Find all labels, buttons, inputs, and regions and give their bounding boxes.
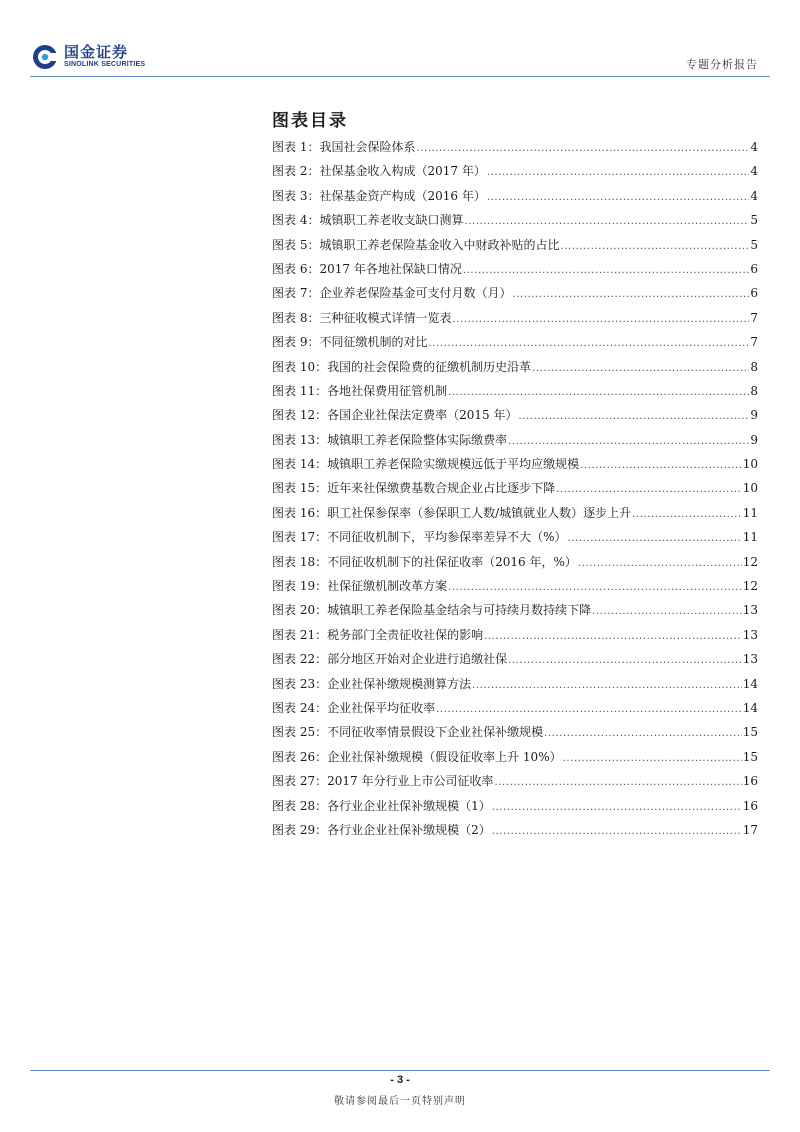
header-divider — [30, 76, 770, 77]
toc-entry-title: 企业社保补缴规模（假设征收率上升 10%） — [327, 749, 562, 764]
toc-entry-page: 12 — [742, 554, 758, 569]
toc-entry-page: 9 — [750, 432, 758, 447]
toc-leader-dots — [464, 210, 749, 234]
toc-entry-colon: ： — [315, 798, 328, 813]
toc-entry-label: 图表 9 — [272, 335, 308, 350]
toc-entry-title: 社保征缴机制改革方案 — [327, 579, 448, 594]
toc-entry[interactable] — [272, 769, 758, 793]
toc-entry[interactable] — [272, 696, 758, 720]
toc-entry-colon: ： — [315, 676, 328, 691]
toc-entry-label: 图表 6 — [272, 261, 308, 276]
toc-entry-colon: ： — [307, 237, 320, 252]
toc-leader-dots — [578, 552, 742, 576]
toc-leader-dots — [492, 820, 742, 844]
toc-entry-title: 企业社保平均征收率 — [327, 700, 436, 715]
toc-entry[interactable] — [272, 476, 758, 500]
page-header — [0, 0, 800, 80]
page-number: - 3 - — [390, 1074, 410, 1086]
toc-entry-title: 2017 年各地社保缺口情况 — [319, 261, 462, 276]
toc-entry-title: 城镇职工养老保险整体实际缴费率 — [327, 432, 508, 447]
toc-entry-colon: ： — [315, 700, 328, 715]
toc-entry-label: 图表 28 — [272, 798, 316, 813]
toc-entry-label: 图表 20 — [272, 603, 316, 618]
toc-entry-page: 13 — [742, 603, 758, 618]
toc-entry-page: 9 — [750, 408, 758, 423]
toc-leader-dots — [568, 527, 742, 551]
toc-leader-dots — [472, 674, 742, 698]
toc-entry-title: 不同征收机制下，平均参保率差异不大（%） — [327, 530, 567, 545]
toc-entry[interactable] — [272, 355, 758, 379]
toc-entry-page: 7 — [750, 310, 758, 325]
toc-entry-page: 11 — [742, 530, 758, 545]
toc-entry-title: 不同征缴机制的对比 — [319, 335, 428, 350]
toc-entry-label: 图表 21 — [272, 627, 316, 642]
toc-leader-dots — [518, 405, 749, 429]
toc-entry-page: 16 — [742, 774, 758, 789]
toc-entry-label: 图表 10 — [272, 359, 316, 374]
toc-entry-colon: ： — [307, 286, 320, 301]
toc-entry-colon: ： — [315, 774, 328, 789]
toc-leader-dots — [463, 259, 749, 283]
toc-entry-colon: ： — [307, 335, 320, 350]
toc-entry-colon: ： — [315, 530, 328, 545]
toc-list — [272, 135, 758, 842]
toc-entry-colon: ： — [315, 652, 328, 667]
toc-entry-title: 城镇职工养老保险基金结余与可持续月数持续下降 — [327, 603, 592, 618]
toc-entry-label: 图表 29 — [272, 822, 316, 837]
toc-entry-colon: ： — [315, 432, 328, 447]
toc-entry-title: 不同征收率情景假设下企业社保补缴规模 — [327, 725, 544, 740]
toc-entry-label: 图表 18 — [272, 554, 316, 569]
toc-leader-dots — [563, 747, 742, 771]
toc-entry-title: 税务部门全责征收社保的影响 — [327, 627, 484, 642]
toc-entry-title: 三种征收模式详情一览表 — [319, 310, 452, 325]
toc-entry-label: 图表 2 — [272, 164, 308, 179]
toc-entry[interactable] — [272, 550, 758, 574]
toc-entry-page: 6 — [750, 286, 758, 301]
toc-leader-dots — [512, 283, 749, 307]
toc-leader-dots — [492, 796, 742, 820]
toc-leader-dots — [494, 771, 741, 795]
toc-entry-colon: ： — [315, 554, 328, 569]
toc-entry-label: 图表 16 — [272, 505, 316, 520]
toc-leader-dots — [448, 576, 742, 600]
toc-entry-page: 14 — [742, 700, 758, 715]
toc-entry[interactable] — [272, 525, 758, 549]
toc-entry-label: 图表 23 — [272, 676, 316, 691]
toc-entry[interactable] — [272, 208, 758, 232]
toc-leader-dots — [484, 625, 742, 649]
toc-entry-colon: ： — [315, 749, 328, 764]
toc-entry-colon: ： — [315, 481, 328, 496]
toc-entry-title: 各国企业社保法定费率（2015 年） — [327, 408, 518, 423]
toc-entry-colon: ： — [307, 310, 320, 325]
toc-entry-label: 图表 27 — [272, 774, 316, 789]
toc-entry-label: 图表 24 — [272, 700, 316, 715]
toc-entry-colon: ： — [315, 383, 328, 398]
toc-entry-label: 图表 1 — [272, 140, 308, 154]
toc-entry-page: 5 — [750, 237, 758, 252]
toc-entry-page: 14 — [742, 676, 758, 691]
toc-entry-title: 2017 年分行业上市公司征收率 — [327, 774, 494, 789]
toc-entry-page: 5 — [750, 213, 758, 228]
toc-entry-label: 图表 5 — [272, 237, 308, 252]
toc-entry-page: 10 — [742, 457, 758, 472]
toc-entry-label: 图表 19 — [272, 579, 316, 594]
toc-leader-dots — [632, 503, 742, 527]
toc-entry-title: 社保基金收入构成（2017 年） — [319, 164, 486, 179]
toc-entry-title: 不同征收机制下的社保征收率（2016 年，%） — [327, 554, 577, 569]
toc-entry-title: 城镇职工养老收支缺口测算 — [319, 213, 464, 228]
toc-entry-page: 8 — [750, 383, 758, 398]
toc-leader-dots — [592, 600, 742, 624]
toc-entry-page: 13 — [742, 652, 758, 667]
toc-entry-colon: ： — [315, 725, 328, 740]
company-logo — [32, 44, 145, 70]
logo-name-cn: 国金证券 — [64, 43, 129, 61]
toc-entry[interactable] — [272, 745, 758, 769]
toc-entry-title: 我国社会保险体系 — [319, 140, 416, 154]
toc-entry-page: 15 — [742, 749, 758, 764]
toc-entry-page: 10 — [742, 481, 758, 496]
toc-entry[interactable] — [272, 598, 758, 622]
toc-entry-title: 企业养老保险基金可支付月数（月） — [319, 286, 512, 301]
toc-entry-page: 13 — [742, 627, 758, 642]
toc-title: 图表目录 — [272, 111, 348, 131]
sinolink-logo-icon — [32, 44, 58, 70]
toc-entry-colon: ： — [307, 213, 320, 228]
toc-entry[interactable] — [272, 647, 758, 671]
toc-entry[interactable] — [272, 452, 758, 476]
toc-entry-page: 6 — [750, 261, 758, 276]
toc-entry-page: 4 — [750, 188, 758, 203]
toc-entry[interactable] — [272, 159, 758, 183]
toc-entry-label: 图表 12 — [272, 408, 316, 423]
toc-entry-colon: ： — [315, 603, 328, 618]
toc-entry[interactable] — [272, 233, 758, 257]
toc-entry-page: 4 — [750, 164, 758, 179]
toc-entry-title: 各行业企业社保补缴规模（1） — [327, 798, 491, 813]
toc-entry-label: 图表 15 — [272, 481, 316, 496]
toc-leader-dots — [452, 308, 749, 332]
toc-leader-dots — [416, 137, 749, 161]
toc-entry-label: 图表 25 — [272, 725, 316, 740]
toc-entry-colon: ： — [307, 164, 320, 179]
toc-leader-dots — [556, 478, 742, 502]
toc-leader-dots — [544, 722, 742, 746]
toc-entry-title: 职工社保参保率（参保职工人数/城镇就业人数）逐步上升 — [327, 505, 632, 520]
toc-entry[interactable] — [272, 428, 758, 452]
toc-entry-colon: ： — [315, 505, 328, 520]
toc-entry-label: 图表 7 — [272, 286, 308, 301]
toc-entry[interactable] — [272, 623, 758, 647]
toc-entry[interactable] — [272, 672, 758, 696]
footer-disclaimer-note: 敬请参阅最后一页特别声明 — [334, 1096, 466, 1107]
toc-entry[interactable] — [272, 501, 758, 525]
toc-entry-page: 7 — [750, 335, 758, 350]
toc-entry-colon: ： — [315, 359, 328, 374]
toc-entry-label: 图表 14 — [272, 457, 316, 472]
toc-entry-colon: ： — [315, 579, 328, 594]
toc-entry-title: 城镇职工养老保险实缴规模远低于平均应缴规模 — [327, 457, 580, 472]
toc-leader-dots — [532, 357, 749, 381]
toc-entry-title: 城镇职工养老保险基金收入中财政补贴的占比 — [319, 237, 560, 252]
toc-leader-dots — [436, 698, 742, 722]
toc-entry-title: 各行业企业社保补缴规模（2） — [327, 822, 491, 837]
toc-entry-label: 图表 22 — [272, 652, 316, 667]
toc-entry-colon: ： — [315, 408, 328, 423]
toc-entry-title: 我国的社会保险费的征缴机制历史沿革 — [327, 359, 532, 374]
toc-entry-colon: ： — [307, 140, 320, 154]
toc-leader-dots — [508, 649, 742, 673]
toc-entry[interactable] — [272, 135, 758, 159]
toc-entry-label: 图表 3 — [272, 188, 308, 203]
toc-entry-page: 4 — [750, 140, 758, 154]
toc-entry[interactable] — [272, 794, 758, 818]
toc-entry[interactable] — [272, 281, 758, 305]
toc-entry[interactable] — [272, 257, 758, 281]
toc-leader-dots — [448, 381, 749, 405]
toc-leader-dots — [508, 430, 749, 454]
logo-name-en: SINOLINK SECURITIES — [64, 61, 146, 68]
toc-entry[interactable] — [272, 720, 758, 744]
toc-entry-page: 17 — [742, 822, 758, 837]
toc-entry[interactable] — [272, 379, 758, 403]
toc-entry-title: 近年来社保缴费基数合规企业占比逐步下降 — [327, 481, 556, 496]
toc-entry-colon: ： — [307, 188, 320, 203]
toc-entry-title: 企业社保补缴规模测算方法 — [327, 676, 472, 691]
toc-leader-dots — [487, 161, 749, 185]
toc-leader-dots — [428, 332, 749, 356]
toc-entry[interactable] — [272, 306, 758, 330]
toc-entry-label: 图表 17 — [272, 530, 316, 545]
toc-entry-colon: ： — [315, 457, 328, 472]
toc-leader-dots — [487, 186, 749, 210]
toc-entry-title: 各地社保费用征管机制 — [327, 383, 448, 398]
toc-leader-dots — [580, 454, 742, 478]
toc-entry-colon: ： — [307, 261, 320, 276]
toc-entry-page: 15 — [742, 725, 758, 740]
toc-entry[interactable] — [272, 818, 758, 842]
toc-entry-label: 图表 26 — [272, 749, 316, 764]
toc-entry-label: 图表 8 — [272, 310, 308, 325]
toc-entry[interactable] — [272, 184, 758, 208]
toc-entry-title: 社保基金资产构成（2016 年） — [319, 188, 486, 203]
toc-entry-colon: ： — [315, 822, 328, 837]
report-type-label: 专题分析报告 — [686, 58, 758, 71]
toc-entry-label: 图表 11 — [272, 383, 316, 398]
toc-entry-page: 16 — [742, 798, 758, 813]
toc-entry[interactable] — [272, 330, 758, 354]
toc-entry-page: 11 — [742, 505, 758, 520]
toc-leader-dots — [560, 235, 749, 259]
toc-entry[interactable] — [272, 403, 758, 427]
toc-entry-colon: ： — [315, 627, 328, 642]
toc-entry[interactable] — [272, 574, 758, 598]
toc-entry-page: 12 — [742, 579, 758, 594]
toc-entry-label: 图表 13 — [272, 432, 316, 447]
toc-entry-page: 8 — [750, 359, 758, 374]
footer-divider — [30, 1070, 770, 1071]
toc-entry-title: 部分地区开始对企业进行追缴社保 — [327, 652, 508, 667]
toc-entry-label: 图表 4 — [272, 213, 308, 228]
